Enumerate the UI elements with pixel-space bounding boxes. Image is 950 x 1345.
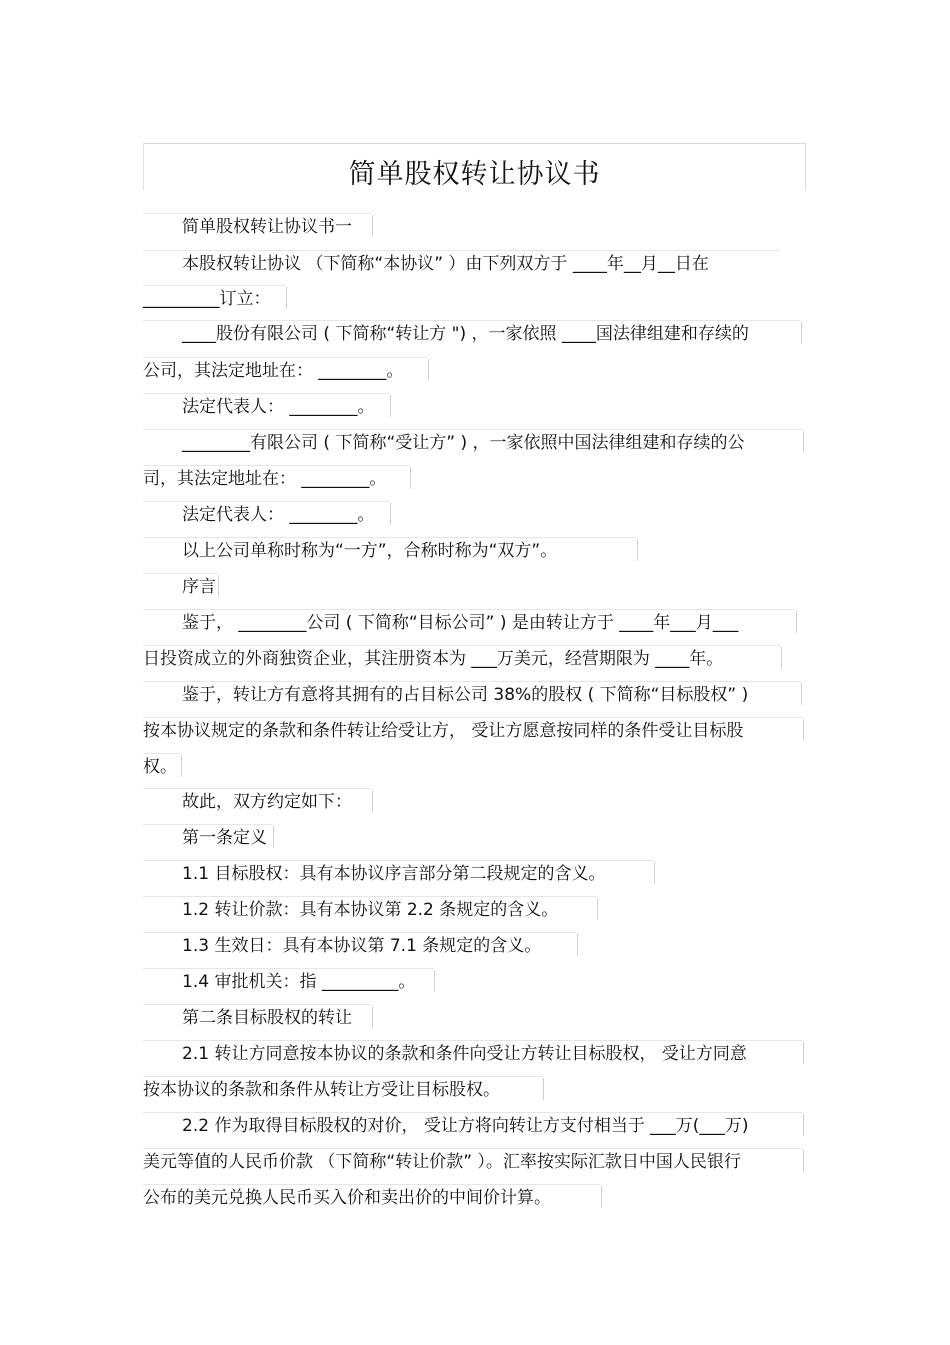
line-marker — [372, 215, 373, 237]
line-rule — [143, 1040, 803, 1041]
paragraph-line: 2.1 转让方同意按本协议的条款和条件向受让方转让目标股权， 受让方同意 — [182, 1044, 747, 1064]
line-marker — [803, 1150, 804, 1172]
line-marker — [577, 934, 578, 956]
line-rule — [143, 681, 801, 682]
paragraph-line: 1.3 生效日：具有本协议第 7.1 条规定的含义。 — [182, 936, 542, 956]
paragraph-line: 鉴于， ________公司 ( 下简称“目标公司” ) 是由转让方于 ____年___月___ — [182, 613, 739, 633]
line-marker — [801, 322, 802, 344]
paragraph-line: 序言 — [182, 577, 216, 597]
line-marker — [803, 719, 804, 741]
document-title: 简单股权转让协议书 — [348, 159, 601, 190]
paragraph-line: 法定代表人： ________。 — [182, 505, 375, 525]
line-marker — [273, 826, 274, 848]
line-marker — [181, 755, 182, 777]
paragraph-line: ____股份有限公司 ( 下简称“转让方 ") ，一家依照 ____国法律组建和存续的 — [182, 324, 749, 344]
paragraph-line: 第一条定义 — [182, 828, 267, 848]
line-marker — [803, 1042, 804, 1064]
line-rule — [143, 357, 428, 358]
line-marker — [597, 898, 598, 920]
line-marker — [434, 970, 435, 992]
line-marker — [410, 467, 411, 489]
paragraph-line: 本股权转让协议 （下简称“本协议” ）由下列双方于 ____年__月__日在 — [182, 254, 709, 274]
paragraph-line: 公司，其法定地址在： ________。 — [143, 361, 404, 381]
line-rule — [143, 753, 181, 754]
line-marker — [428, 359, 429, 381]
line-rule — [143, 788, 372, 789]
line-rule — [143, 1148, 803, 1149]
line-marker — [796, 611, 797, 633]
paragraph-line: 按本协议的条款和条件从转让方受让目标股权。 — [143, 1080, 500, 1100]
line-rule — [143, 465, 410, 466]
line-rule — [143, 968, 434, 969]
line-rule — [143, 609, 796, 610]
paragraph-line: 美元等值的人民币价款 （下简称“转让价款” ）。汇率按实际汇款日中国人民银行 — [143, 1152, 741, 1172]
line-rule — [143, 645, 781, 646]
line-rule — [143, 213, 372, 214]
line-marker — [372, 1006, 373, 1028]
paragraph-line: 司，其法定地址在： ________。 — [143, 469, 387, 489]
line-marker — [637, 539, 638, 561]
line-rule — [143, 250, 780, 251]
line-rule — [143, 320, 801, 321]
title-frame — [143, 143, 806, 190]
paragraph-line: 日投资成立的外商独资企业，其注册资本为 ___万美元，经营期限为 ____年。 — [143, 649, 724, 669]
line-rule — [143, 501, 390, 502]
line-marker — [543, 1078, 544, 1100]
paragraph-line: 2.2 作为取得目标股权的对价， 受让方将向转让方支付相当于 ___万(___万) — [182, 1116, 749, 1136]
line-marker — [601, 1186, 602, 1208]
line-rule — [143, 1076, 543, 1077]
paragraph-line: _________订立： — [143, 289, 271, 309]
line-rule — [143, 896, 597, 897]
line-rule — [143, 1184, 601, 1185]
paragraph-line: 以上公司单称时称为“一方”，合称时称为“双方”。 — [182, 541, 558, 561]
paragraph-line: 鉴于，转让方有意将其拥有的占目标公司 38%的股权 ( 下简称“目标股权” ) — [182, 685, 749, 705]
paragraph-line: 按本协议规定的条款和条件转让给受让方， 受让方愿意按同样的条件受让目标股 — [143, 721, 744, 741]
paragraph-line: 故此，双方约定如下： — [182, 792, 352, 812]
line-marker — [286, 287, 287, 309]
line-rule — [143, 1004, 372, 1005]
line-rule — [143, 860, 654, 861]
paragraph-line: 1.2 转让价款：具有本协议第 2.2 条规定的含义。 — [182, 900, 559, 920]
paragraph-line: 第二条目标股权的转让 — [182, 1008, 352, 1028]
paragraph-line: 权。 — [143, 757, 177, 777]
paragraph-line: 1.4 审批机关：指 _________。 — [182, 972, 416, 992]
line-rule — [143, 393, 390, 394]
paragraph-line: 1.1 目标股权：具有本协议序言部分第二段规定的含义。 — [182, 864, 606, 884]
line-rule — [143, 537, 637, 538]
line-marker — [218, 575, 219, 597]
line-marker — [390, 395, 391, 417]
line-rule — [143, 932, 577, 933]
line-marker — [781, 647, 782, 669]
line-rule — [143, 573, 218, 574]
line-rule — [143, 717, 803, 718]
line-marker — [372, 790, 373, 812]
paragraph-line: ________有限公司 ( 下简称“受让方” ) ，一家依照中国法律组建和存续的公 — [182, 433, 745, 453]
paragraph-line: 简单股权转让协议书一 — [182, 217, 352, 237]
line-rule — [143, 824, 273, 825]
line-marker — [654, 862, 655, 884]
line-rule — [143, 429, 803, 430]
paragraph-line: 法定代表人： ________。 — [182, 397, 375, 417]
line-marker — [803, 1114, 804, 1136]
line-marker — [803, 431, 804, 453]
line-marker — [390, 503, 391, 525]
line-marker — [801, 683, 802, 705]
paragraph-line: 公布的美元兑换人民币买入价和卖出价的中间价计算。 — [143, 1188, 551, 1208]
line-rule — [143, 1112, 803, 1113]
line-rule — [143, 285, 286, 286]
